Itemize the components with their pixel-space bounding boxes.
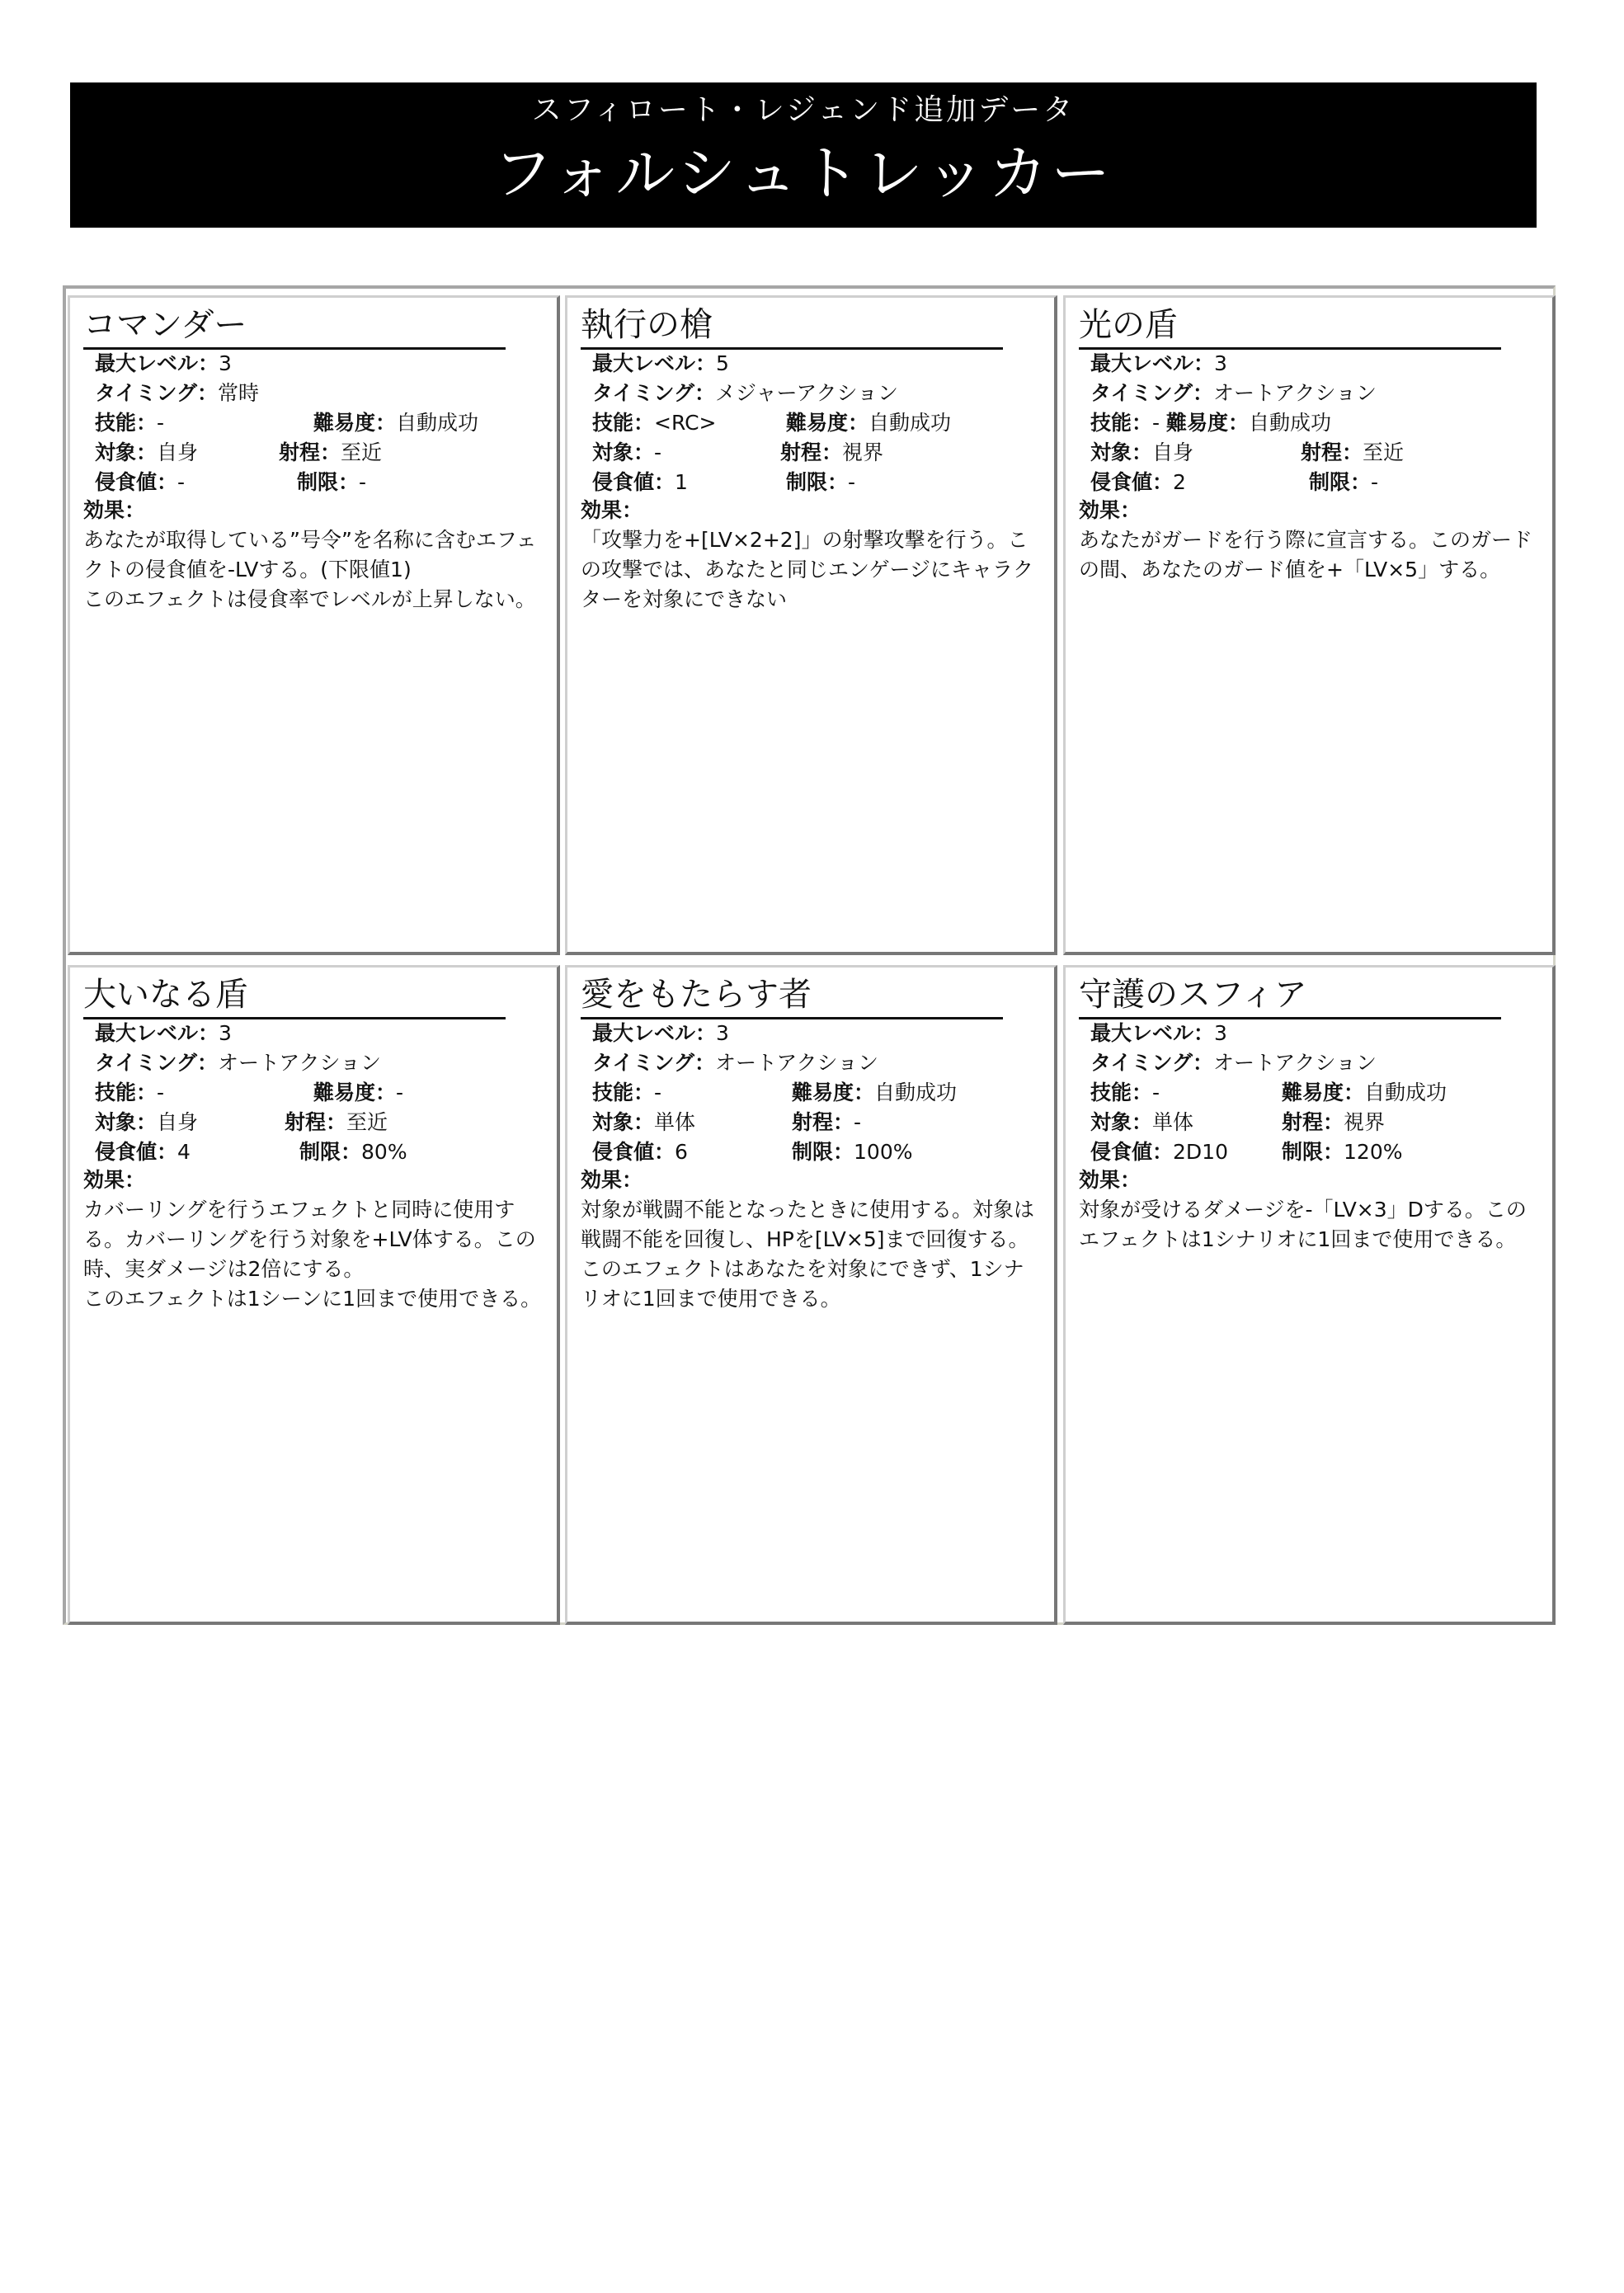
skill-row: 技能：<RC> (592, 411, 717, 435)
target-row: 対象：自身 (1090, 440, 1194, 464)
effect-text: 対象が戦闘不能となったときに使用する。対象は戦闘不能を回復し、HPを[LV×5]まで回復する。このエフェクトはあなたを対象にできず、1シナリオに1回まで使用できる。 (581, 1198, 1035, 1311)
range-row: 射程：視界 (1282, 1110, 1386, 1134)
difficulty-row: 難易度：自動成功 (1166, 411, 1332, 435)
effect-label: 効果： (1079, 1168, 1142, 1192)
effect-label: 効果： (1079, 498, 1142, 522)
timing-row: タイミング：オートアクション (592, 1051, 879, 1075)
erosion-row: 侵食値：6 (592, 1140, 688, 1164)
range-row: 射程：至近 (279, 440, 383, 464)
max-level-row: 最大レベル：3 (95, 1021, 232, 1045)
erosion-row: 侵食値：- (95, 470, 186, 494)
erosion-row: 侵食値：2 (1090, 470, 1186, 494)
header-title: フォルシュトレッカー (492, 139, 1114, 208)
effect-text: 対象が受けるダメージを-「LV×3」Dする。このエフェクトは1シナリオに1回まで使用できる。 (1079, 1198, 1527, 1251)
erosion-row: 侵食値：4 (95, 1140, 191, 1164)
max-level-row: 最大レベル：3 (592, 1021, 729, 1045)
range-row: 射程：視界 (780, 440, 884, 464)
effects-grid (63, 285, 1556, 1625)
target-row: 対象：- (592, 440, 662, 464)
max-level-row: 最大レベル：3 (95, 351, 232, 375)
max-level-row: 最大レベル：5 (592, 351, 729, 375)
timing-row: タイミング：オートアクション (1090, 1051, 1377, 1075)
range-row: 射程：至近 (1301, 440, 1405, 464)
effect-card (68, 965, 560, 1625)
effect-name: 大いなる盾 (83, 972, 506, 1019)
limit-row: 制限：- (786, 470, 856, 494)
difficulty-row: 難易度：- (313, 1081, 404, 1104)
timing-row: タイミング：オートアクション (1090, 381, 1377, 405)
limit-row: 制限：- (297, 470, 367, 494)
effect-text: あなたがガードを行う際に宣言する。このガードの間、あなたのガード値を+「LV×5」する。 (1079, 528, 1533, 581)
max-level-row: 最大レベル：3 (1090, 1021, 1227, 1045)
limit-row: 制限：- (1309, 470, 1379, 494)
effect-name: 光の盾 (1079, 303, 1501, 350)
effect-card (565, 295, 1057, 955)
difficulty-row: 難易度：自動成功 (313, 411, 479, 435)
target-row: 対象：単体 (1090, 1110, 1194, 1134)
limit-row: 制限：80% (299, 1140, 407, 1164)
effect-text: カバーリングを行うエフェクトと同時に使用する。カバーリングを行う対象を+LV体する。この時、実ダメージは2倍にする。 このエフェクトは1シーンに1回まで使用できる。 (83, 1198, 542, 1311)
target-row: 対象：単体 (592, 1110, 696, 1134)
skill-row: 技能：- (95, 411, 165, 435)
target-row: 対象：自身 (95, 440, 199, 464)
effect-card (565, 965, 1057, 1625)
effect-name: 愛をもたらす者 (581, 972, 1003, 1019)
target-row: 対象：自身 (95, 1110, 199, 1134)
max-level-row: 最大レベル：3 (1090, 351, 1227, 375)
effect-label: 効果： (581, 1168, 643, 1192)
effect-card (68, 295, 560, 955)
difficulty-row: 難易度：自動成功 (786, 411, 952, 435)
timing-row: タイミング：常時 (95, 381, 260, 405)
effect-text: 「攻撃力を+[LV×2+2]」の射撃攻撃を行う。この攻撃では、あなたと同じエンゲージにキャラクターを対象にできない (581, 528, 1034, 611)
skill-row: 技能：- (95, 1081, 165, 1104)
skill-row: 技能：- (1090, 1081, 1160, 1104)
range-row: 射程：- (792, 1110, 862, 1134)
effect-name: 守護のスフィア (1079, 972, 1501, 1019)
timing-row: タイミング：オートアクション (95, 1051, 382, 1075)
limit-row: 制限：120% (1282, 1140, 1403, 1164)
difficulty-row: 難易度：自動成功 (1282, 1081, 1447, 1104)
erosion-row: 侵食値：1 (592, 470, 688, 494)
timing-row: タイミング：メジャーアクション (592, 381, 899, 405)
header-banner (70, 82, 1537, 228)
range-row: 射程：至近 (285, 1110, 388, 1134)
skill-row: 技能：- (592, 1081, 662, 1104)
erosion-row: 侵食値：2D10 (1090, 1140, 1228, 1164)
effect-label: 効果： (581, 498, 643, 522)
effect-card (1063, 965, 1556, 1625)
effect-name: 執行の槍 (581, 303, 1003, 350)
skill-row: 技能：- (1090, 411, 1160, 435)
effect-label: 効果： (83, 498, 146, 522)
effect-text: あなたが取得している”号令”を名称に含むエフェクトの侵食値を-LVする。(下限値1) このエフェクトは侵食率でレベルが上昇しない。 (83, 528, 537, 611)
effect-name: コマンダー (83, 303, 506, 350)
effect-card (1063, 295, 1556, 955)
header-subtitle: スフィロート・レジェンド追加データ (531, 93, 1076, 127)
difficulty-row: 難易度：自動成功 (792, 1081, 958, 1104)
limit-row: 制限：100% (792, 1140, 913, 1164)
effect-label: 効果： (83, 1168, 146, 1192)
